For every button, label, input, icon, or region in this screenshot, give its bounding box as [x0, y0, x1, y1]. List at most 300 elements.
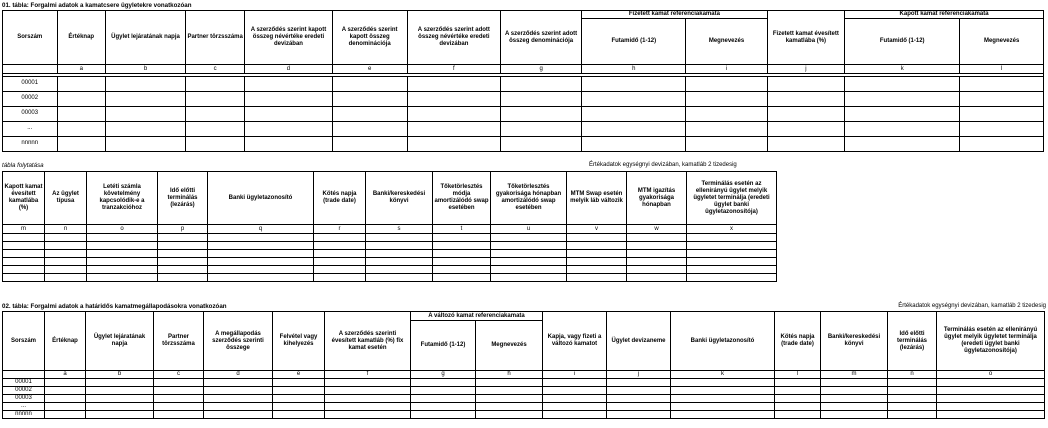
table-cell — [154, 411, 204, 419]
table-row — [3, 403, 1045, 411]
table1 — [2, 10, 1044, 152]
column-letter — [3, 65, 58, 74]
table-cell — [937, 387, 1045, 395]
table-cell — [501, 136, 582, 151]
table-cell — [314, 242, 366, 250]
table-cell — [686, 91, 767, 106]
t1-group-header-paid: Fizetett kamat referenciakamata — [582, 11, 767, 19]
table-cell — [325, 411, 411, 419]
column-letter: i — [686, 65, 767, 74]
table-cell — [332, 76, 407, 91]
table-cell — [366, 242, 433, 250]
t1b-col-header: Letéti számla követelmény kapcsolódik-e a tranzakcióhoz — [87, 172, 158, 225]
table-cell — [273, 387, 325, 395]
column-letter: c — [154, 371, 204, 379]
column-letter: v — [567, 225, 627, 234]
t1-col-header: Ügylet lejáratának napja — [106, 11, 186, 65]
table-cell — [332, 121, 407, 136]
column-letter: r — [314, 225, 366, 234]
table-cell — [888, 387, 937, 395]
t2-col-header: Megnevezés — [476, 321, 543, 371]
table-cell — [208, 274, 314, 282]
table-cell — [3, 250, 45, 258]
column-letter: l — [960, 65, 1044, 74]
table-cell — [491, 242, 567, 250]
column-letter: f — [407, 65, 500, 74]
table-cell — [567, 250, 627, 258]
table-cell — [332, 106, 407, 121]
table-cell — [767, 121, 845, 136]
column-letter: i — [543, 371, 607, 379]
column-letter: m — [821, 371, 888, 379]
table-cell — [845, 76, 960, 91]
table-cell — [607, 379, 671, 387]
table-cell — [686, 106, 767, 121]
table-cell — [45, 274, 87, 282]
table-cell — [767, 91, 845, 106]
table-cell — [3, 274, 45, 282]
table-cell — [671, 403, 775, 411]
table-cell — [158, 242, 208, 250]
t1-col-header: Sorszám — [3, 11, 58, 65]
table-cell — [607, 403, 671, 411]
row-number: nnnnn — [3, 411, 45, 419]
table-cell — [273, 403, 325, 411]
table-cell — [366, 274, 433, 282]
t2-col-header: A szerződés szerinti évesített kamatláb (%) fix kamat esetén — [325, 312, 411, 371]
table-cell — [543, 403, 607, 411]
table-cell — [775, 379, 821, 387]
table-cell — [411, 379, 476, 387]
t1b-col-header: Idő előtti terminálás (lezárás) — [158, 172, 208, 225]
row-number: 00003 — [3, 395, 45, 403]
column-letter: o — [87, 225, 158, 234]
t2-col-header: Sorszám — [3, 312, 45, 371]
table-cell — [607, 395, 671, 403]
t1-col-header: A szerződés szerint kapott összeg névértéke eredeti devizában — [245, 11, 332, 65]
table-cell — [245, 136, 332, 151]
table-cell — [245, 91, 332, 106]
table-cell — [366, 258, 433, 266]
t1b-col-header: Tőketörlesztés gyakorisága hónapban amortizálódó swap esetében — [491, 172, 567, 225]
table-cell — [185, 121, 244, 136]
column-letter: d — [204, 371, 273, 379]
column-letter: u — [491, 225, 567, 234]
table-cell — [845, 121, 960, 136]
table-row — [3, 136, 1044, 151]
table-row — [3, 411, 1045, 419]
t1-col-header: A szerződés szerint adott összeg denominációja — [501, 11, 582, 65]
table-row — [3, 76, 1044, 91]
table-cell — [671, 395, 775, 403]
table-cell — [407, 76, 500, 91]
table-cell — [45, 395, 86, 403]
table-cell — [185, 106, 244, 121]
row-number: 00001 — [3, 76, 58, 91]
t1-col-header: A szerződés szerint kapott összeg denominációja — [332, 11, 407, 65]
column-letter: b — [106, 65, 186, 74]
table-cell — [411, 387, 476, 395]
table-cell — [325, 379, 411, 387]
row-number: 00003 — [3, 106, 58, 121]
table-cell — [106, 136, 186, 151]
table-cell — [86, 411, 154, 419]
table-cell — [937, 411, 1045, 419]
t2-col-header: Banki ügyletazonosító — [671, 312, 775, 371]
table-row — [3, 234, 777, 242]
column-letter: n — [45, 225, 87, 234]
table-cell — [45, 266, 87, 274]
table-cell — [208, 234, 314, 242]
table-cell — [960, 106, 1044, 121]
table-row — [3, 91, 1044, 106]
table-cell — [433, 274, 491, 282]
column-letter — [3, 371, 45, 379]
column-letter: c — [185, 65, 244, 74]
row-number: 00002 — [3, 387, 45, 395]
column-letter: j — [607, 371, 671, 379]
column-letter: p — [158, 225, 208, 234]
table-cell — [845, 91, 960, 106]
table-cell — [45, 387, 86, 395]
t1-col-header: A szerződés szerint adott összeg névértéke eredeti devizában — [407, 11, 500, 65]
table-cell — [245, 76, 332, 91]
column-letter: n — [888, 371, 937, 379]
table-cell — [767, 136, 845, 151]
table-cell — [154, 379, 204, 387]
table-cell — [775, 403, 821, 411]
table-cell — [86, 379, 154, 387]
table1b-title: tábla folytatása — [2, 162, 44, 169]
table1-title: 01. tábla: Forgalmi adatok a kamatcsere ügyletekre vonatkozóan — [2, 2, 192, 9]
table-cell — [821, 403, 888, 411]
table-cell — [204, 403, 273, 411]
t1b-col-header: Banki ügyletazonosító — [208, 172, 314, 225]
table-cell — [325, 387, 411, 395]
column-letter: a — [57, 65, 105, 74]
table-cell — [433, 266, 491, 274]
table-cell — [106, 121, 186, 136]
table-cell — [86, 395, 154, 403]
table-cell — [687, 234, 777, 242]
table-cell — [671, 411, 775, 419]
table-cell — [208, 258, 314, 266]
table-cell — [208, 266, 314, 274]
t1b-col-header: Banki/kereskedési könyvi — [366, 172, 433, 225]
table-cell — [314, 258, 366, 266]
t1-col-header: Megnevezés — [960, 19, 1044, 65]
table-row — [3, 250, 777, 258]
column-letter: x — [687, 225, 777, 234]
table-row — [3, 121, 1044, 136]
table-cell — [491, 266, 567, 274]
t1b-col-header: Tőketörlesztés módja amortizálódó swap esetében — [433, 172, 491, 225]
table-cell — [960, 136, 1044, 151]
table-row — [3, 242, 777, 250]
table-cell — [821, 387, 888, 395]
table-cell — [960, 76, 1044, 91]
table-cell — [332, 136, 407, 151]
table-cell — [154, 395, 204, 403]
table-cell — [687, 250, 777, 258]
t2-col-header: A megállapodás szerződés szerinti összege — [204, 312, 273, 371]
table-cell — [87, 250, 158, 258]
table-cell — [407, 121, 500, 136]
t2-col-header: Kapja, vagy fizeti a változó kamatot — [543, 312, 607, 371]
table-cell — [86, 387, 154, 395]
table-cell — [57, 121, 105, 136]
table-cell — [937, 403, 1045, 411]
table-cell — [158, 274, 208, 282]
table-cell — [627, 274, 687, 282]
table-cell — [208, 242, 314, 250]
table-cell — [273, 411, 325, 419]
table-cell — [543, 395, 607, 403]
table-cell — [106, 91, 186, 106]
column-letter: g — [501, 65, 582, 74]
table-cell — [407, 106, 500, 121]
t2-col-header: Idő előtti terminálás (lezárás) — [888, 312, 937, 371]
column-letter: o — [937, 371, 1045, 379]
table-cell — [821, 379, 888, 387]
column-letter: j — [767, 65, 845, 74]
row-number: ... — [3, 403, 45, 411]
table-cell — [888, 411, 937, 419]
table-cell — [45, 242, 87, 250]
table-cell — [158, 258, 208, 266]
table-cell — [273, 379, 325, 387]
table-cell — [86, 403, 154, 411]
table-cell — [543, 379, 607, 387]
table-cell — [87, 274, 158, 282]
table-cell — [57, 136, 105, 151]
table-row — [3, 274, 777, 282]
t1-col-header: Futamidő (1-12) — [845, 19, 960, 65]
table-cell — [366, 266, 433, 274]
table-cell — [45, 234, 87, 242]
table-cell — [960, 91, 1044, 106]
table-cell — [158, 234, 208, 242]
table-cell — [245, 106, 332, 121]
table-cell — [686, 136, 767, 151]
table-cell — [433, 258, 491, 266]
table-cell — [671, 387, 775, 395]
table-cell — [325, 395, 411, 403]
table-cell — [314, 266, 366, 274]
column-letter: g — [411, 371, 476, 379]
t2-col-header: Ügylet devizaneme — [607, 312, 671, 371]
table-cell — [567, 274, 627, 282]
t2-col-header: Felvétel vagy kihelyezés — [273, 312, 325, 371]
t1-col-header: Partner törzsszáma — [185, 11, 244, 65]
table-cell — [687, 258, 777, 266]
table-cell — [845, 106, 960, 121]
column-letter: e — [273, 371, 325, 379]
row-number: 00001 — [3, 379, 45, 387]
t1b-col-header: MTM igazítás gyakorisága hónapban — [627, 172, 687, 225]
table-cell — [411, 411, 476, 419]
column-letter: l — [775, 371, 821, 379]
table-cell — [185, 91, 244, 106]
table-cell — [501, 121, 582, 136]
table-cell — [3, 266, 45, 274]
t1b-col-header: Kötés napja (trade date) — [314, 172, 366, 225]
table-cell — [433, 234, 491, 242]
t1-col-header: Futamidő (1-12) — [582, 19, 686, 65]
table-cell — [501, 91, 582, 106]
table-cell — [687, 266, 777, 274]
table-cell — [567, 266, 627, 274]
table-cell — [775, 395, 821, 403]
table-cell — [204, 379, 273, 387]
table-cell — [476, 395, 543, 403]
table-cell — [185, 136, 244, 151]
table-row — [3, 266, 777, 274]
t1-col-header: Fizetett kamat évesített kamatlába (%) — [767, 11, 845, 65]
table-cell — [185, 76, 244, 91]
table-row — [3, 106, 1044, 121]
t2-group-header: A változó kamat referenciakamata — [411, 312, 543, 321]
t2-col-header: Terminálás esetén az ellenirányú ügylet melyik ügyletet terminálja (eredeti ügylet banki ügyletazonosítója) — [937, 312, 1045, 371]
table-cell — [567, 242, 627, 250]
column-letter: b — [86, 371, 154, 379]
table-cell — [87, 258, 158, 266]
t2-col-header: Banki/kereskedési könyvi — [821, 312, 888, 371]
table-cell — [314, 234, 366, 242]
table-cell — [245, 121, 332, 136]
table-cell — [476, 403, 543, 411]
table-cell — [501, 76, 582, 91]
table-cell — [888, 403, 937, 411]
column-letter: d — [245, 65, 332, 74]
row-number: 00002 — [3, 91, 58, 106]
table-cell — [775, 387, 821, 395]
table-cell — [543, 387, 607, 395]
table-cell — [204, 411, 273, 419]
table-cell — [204, 387, 273, 395]
t2-col-header: Ügylet lejáratának napja — [86, 312, 154, 371]
table-cell — [57, 106, 105, 121]
column-letter: a — [45, 371, 86, 379]
table-cell — [433, 242, 491, 250]
column-letter: k — [671, 371, 775, 379]
t1b-col-header: Kapott kamat évesített kamatlába (%) — [3, 172, 45, 225]
table-cell — [3, 234, 45, 242]
row-number: ... — [3, 121, 58, 136]
table-cell — [476, 379, 543, 387]
t2-col-header: Értéknap — [45, 312, 86, 371]
table-cell — [582, 136, 686, 151]
table2 — [2, 311, 1045, 419]
table-cell — [775, 411, 821, 419]
t1b-col-header: Terminálás esetén az ellenirányú ügylet melyik ügyletet terminálja (eredeti ügylet banki ügyletazonosítója) — [687, 172, 777, 225]
table-cell — [607, 411, 671, 419]
table-cell — [767, 106, 845, 121]
table-cell — [411, 395, 476, 403]
table-cell — [433, 250, 491, 258]
table-cell — [57, 76, 105, 91]
table-cell — [273, 395, 325, 403]
table-cell — [821, 411, 888, 419]
table-cell — [627, 250, 687, 258]
table-cell — [407, 136, 500, 151]
table-row — [3, 395, 1045, 403]
table-cell — [106, 76, 186, 91]
table-cell — [45, 250, 87, 258]
column-letter: t — [433, 225, 491, 234]
table-cell — [888, 395, 937, 403]
column-letter: w — [627, 225, 687, 234]
table-cell — [45, 379, 86, 387]
table-cell — [154, 403, 204, 411]
table-cell — [87, 234, 158, 242]
table-cell — [627, 234, 687, 242]
table-cell — [582, 91, 686, 106]
table-cell — [366, 250, 433, 258]
table-cell — [627, 242, 687, 250]
table-cell — [582, 121, 686, 136]
table-cell — [158, 266, 208, 274]
t2-col-header: Kötés napja (trade date) — [775, 312, 821, 371]
table-cell — [154, 387, 204, 395]
table2-title: 02. tábla: Forgalmi adatok a határidős kamatmegállapodásokra vonatkozóan — [2, 303, 227, 310]
table-cell — [567, 258, 627, 266]
column-letter: q — [208, 225, 314, 234]
table-cell — [57, 91, 105, 106]
table-cell — [686, 121, 767, 136]
table-cell — [407, 91, 500, 106]
table-cell — [888, 379, 937, 387]
table1-continuation — [2, 171, 777, 282]
table-cell — [87, 266, 158, 274]
table-cell — [937, 395, 1045, 403]
table2-note: Értékadatok egységnyi devizában, kamatláb 2 tizedesig — [898, 303, 1046, 309]
table-cell — [45, 411, 86, 419]
table-cell — [3, 258, 45, 266]
table-cell — [491, 234, 567, 242]
table-row — [3, 258, 777, 266]
table-cell — [314, 250, 366, 258]
t2-col-header: Partner törzsszáma — [154, 312, 204, 371]
t1-col-header: Értéknap — [57, 11, 105, 65]
t1b-col-header: MTM Swap esetén melyik láb változik — [567, 172, 627, 225]
table-cell — [332, 91, 407, 106]
column-letter: h — [582, 65, 686, 74]
table-cell — [204, 395, 273, 403]
table-cell — [687, 242, 777, 250]
table-cell — [411, 403, 476, 411]
table-cell — [937, 379, 1045, 387]
table-cell — [582, 106, 686, 121]
table-cell — [627, 266, 687, 274]
table-cell — [687, 274, 777, 282]
table1b-note: Értékadatok egységnyi devizában, kamatláb 2 tizedesig — [589, 162, 737, 168]
table-cell — [491, 274, 567, 282]
column-letter: m — [3, 225, 45, 234]
t1b-col-header: Az ügylet típusa — [45, 172, 87, 225]
table-cell — [476, 411, 543, 419]
table-cell — [582, 76, 686, 91]
table-cell — [607, 387, 671, 395]
table-row — [3, 387, 1045, 395]
t2-col-header: Futamidő (1-12) — [411, 321, 476, 371]
table-cell — [314, 274, 366, 282]
column-letter: s — [366, 225, 433, 234]
table-cell — [501, 106, 582, 121]
table-cell — [491, 258, 567, 266]
row-number: nnnnn — [3, 136, 58, 151]
table-cell — [366, 234, 433, 242]
